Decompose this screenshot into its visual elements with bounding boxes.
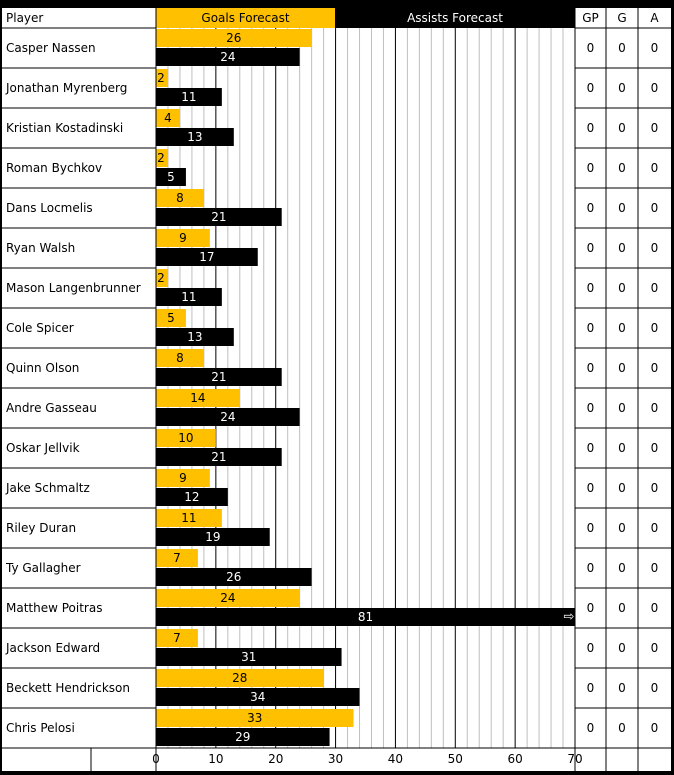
gp-value: 0	[586, 401, 595, 415]
a-value: 0	[650, 41, 659, 55]
g-value: 0	[618, 201, 626, 215]
assists-bar-label: 26	[226, 570, 242, 584]
player-name: Jonathan Myrenberg	[6, 81, 128, 95]
g-value: 0	[618, 721, 626, 735]
g-value: 0	[618, 121, 626, 135]
goals-bar-label: 11	[181, 511, 197, 525]
x-tick-label: 50	[447, 752, 463, 766]
a-value: 0	[650, 241, 659, 255]
a-value: 0	[650, 201, 659, 215]
g-value: 0	[618, 601, 626, 615]
player-name: Chris Pelosi	[6, 721, 75, 735]
gp-value: 0	[586, 41, 595, 55]
assists-bar-label: 24	[220, 50, 236, 64]
goals-bar-label: 28	[232, 671, 248, 685]
g-value: 0	[618, 681, 626, 695]
x-tick-label: 40	[387, 752, 404, 766]
assists-bar-label: 21	[211, 210, 227, 224]
goals-bar-label: 8	[176, 191, 184, 205]
player-name: Oskar Jellvik	[6, 441, 80, 455]
header-g: G	[617, 11, 627, 25]
goals-bar-label: 8	[176, 351, 184, 365]
gp-value: 0	[586, 681, 595, 695]
assists-bar-label: 11	[181, 90, 197, 104]
gp-value: 0	[586, 281, 595, 295]
g-value: 0	[618, 81, 626, 95]
x-tick-label: 30	[327, 752, 344, 766]
a-value: 0	[650, 161, 659, 175]
assists-bar-label: 31	[241, 650, 257, 664]
g-value: 0	[618, 41, 626, 55]
goals-bar-label: 14	[190, 391, 206, 405]
gp-value: 0	[586, 201, 595, 215]
player-name: Andre Gasseau	[6, 401, 97, 415]
goals-bar-label: 7	[173, 631, 181, 645]
header-a: A	[650, 11, 659, 25]
g-value: 0	[618, 241, 626, 255]
gp-value: 0	[586, 641, 595, 655]
goals-bar-label: 9	[179, 231, 187, 245]
g-value: 0	[618, 161, 626, 175]
gp-value: 0	[586, 161, 595, 175]
gp-value: 0	[586, 441, 595, 455]
player-name: Ty Gallagher	[6, 561, 81, 575]
a-value: 0	[650, 641, 659, 655]
a-value: 0	[650, 121, 659, 135]
assists-bar-label: 11	[181, 290, 197, 304]
goals-bar-label: 2	[157, 151, 165, 165]
goals-bar-label: 24	[220, 591, 236, 605]
a-value: 0	[650, 81, 659, 95]
player-name: Mason Langenbrunner	[6, 281, 141, 295]
player-name: Jake Schmaltz	[6, 481, 90, 495]
header-goals-label: Goals Forecast	[201, 11, 290, 25]
assists-bar-label: 13	[187, 130, 203, 144]
gp-value: 0	[586, 241, 595, 255]
g-value: 0	[618, 481, 626, 495]
g-value: 0	[618, 401, 626, 415]
assists-bar-label: 29	[235, 730, 251, 744]
x-tick-label: 70	[567, 752, 583, 766]
player-name: Matthew Poitras	[6, 601, 103, 615]
gp-value: 0	[586, 721, 595, 735]
assists-bar-label: 24	[220, 410, 236, 424]
overflow-arrow-icon: ⇨	[563, 609, 575, 625]
gp-value: 0	[586, 521, 595, 535]
g-value: 0	[618, 441, 626, 455]
goals-bar-label: 5	[167, 311, 175, 325]
goals-bar-label: 4	[164, 111, 172, 125]
a-value: 0	[650, 281, 659, 295]
g-value: 0	[618, 281, 626, 295]
goals-bar-label: 33	[247, 711, 263, 725]
g-value: 0	[618, 521, 626, 535]
a-value: 0	[650, 321, 659, 335]
x-tick-label: 20	[268, 752, 284, 766]
assists-bar-label: 21	[211, 370, 227, 384]
a-value: 0	[650, 681, 659, 695]
goals-bar-label: 2	[157, 71, 165, 85]
header-assists-label: Assists Forecast	[407, 11, 503, 25]
assists-bar-label: 81	[357, 610, 374, 624]
gp-value: 0	[586, 121, 595, 135]
gp-value: 0	[586, 361, 595, 375]
player-name: Ryan Walsh	[6, 241, 76, 255]
assists-bar-label: 21	[211, 450, 227, 464]
a-value: 0	[650, 441, 659, 455]
gp-value: 0	[586, 81, 595, 95]
assists-bar-label: 12	[184, 490, 200, 504]
a-value: 0	[650, 721, 659, 735]
goals-bar-label: 9	[179, 471, 187, 485]
a-value: 0	[650, 561, 659, 575]
gp-value: 0	[586, 561, 595, 575]
gp-value: 0	[586, 481, 595, 495]
player-name: Cole Spicer	[6, 321, 74, 335]
player-name: Beckett Hendrickson	[6, 681, 130, 695]
x-tick-label: 10	[208, 752, 224, 766]
g-value: 0	[618, 361, 626, 375]
goals-bar-label: 2	[157, 271, 165, 285]
g-value: 0	[618, 561, 626, 575]
assists-bar-label: 13	[187, 330, 203, 344]
goals-bar-label: 10	[178, 431, 194, 445]
a-value: 0	[650, 481, 659, 495]
header-gp: GP	[582, 11, 599, 25]
g-value: 0	[618, 641, 626, 655]
a-value: 0	[650, 361, 659, 375]
x-tick-label: 0	[152, 752, 160, 766]
player-name: Jackson Edward	[6, 641, 101, 655]
gp-value: 0	[586, 601, 595, 615]
player-name: Roman Bychkov	[6, 161, 103, 175]
assists-bar-label: 19	[205, 530, 221, 544]
player-name: Riley Duran	[6, 521, 77, 535]
assists-bar-label: 34	[250, 690, 266, 704]
goals-bar-label: 7	[173, 551, 181, 565]
x-tick-label: 60	[507, 752, 523, 766]
gp-value: 0	[586, 321, 595, 335]
header-player: Player	[6, 11, 44, 25]
assists-bar-label: 5	[167, 170, 175, 184]
player-name: Casper Nassen	[6, 41, 96, 55]
a-value: 0	[650, 521, 659, 535]
player-name: Kristian Kostadinski	[6, 121, 124, 135]
player-name: Quinn Olson	[6, 361, 80, 375]
assists-bar-label: 17	[199, 250, 215, 264]
a-value: 0	[650, 601, 659, 615]
goals-bar-label: 26	[226, 31, 242, 45]
g-value: 0	[618, 321, 626, 335]
player-name: Dans Locmelis	[6, 201, 93, 215]
a-value: 0	[650, 401, 659, 415]
